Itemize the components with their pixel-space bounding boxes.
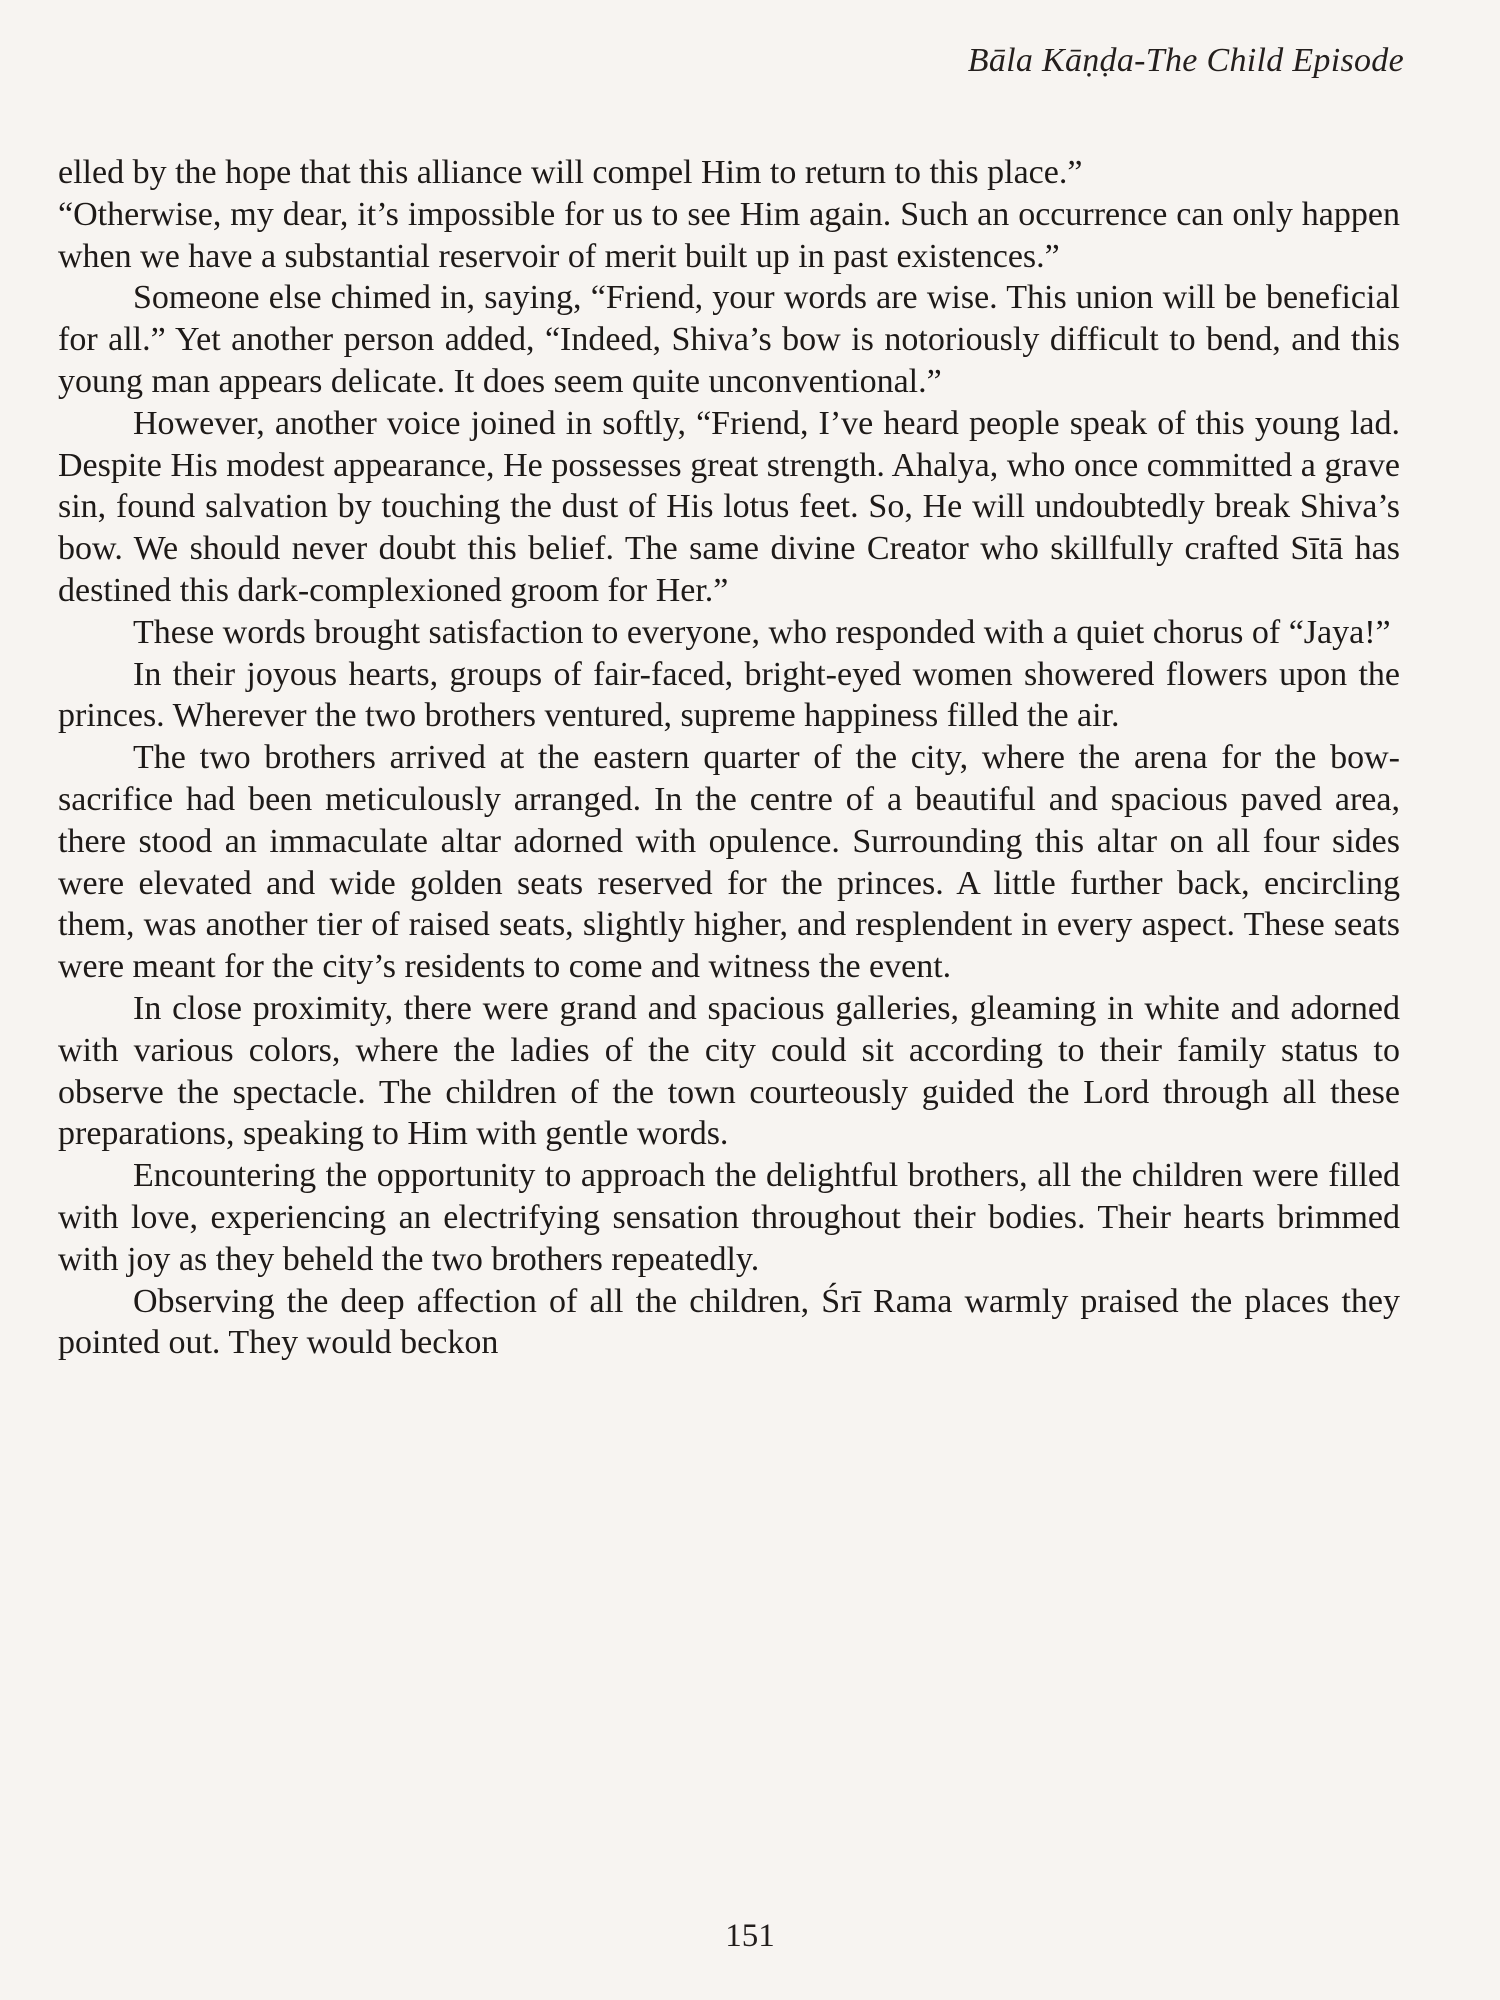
paragraph: Encountering the opportunity to approach the delightful brothers, all the children were filled with love, experiencing an electrifying sensation throughout their bodies. Their hearts brimmed with joy as they beheld the two brothers repeatedly.: [58, 1157, 1400, 1278]
paragraph: However, another voice joined in softly, “Friend, I’ve heard people speak of this young lad. Despite His modest appearance, He possesses great strength. Ahalya, who once committed a grave sin, found salvation by touching the dust of His lotus feet. So, He will undoubtedly break Shiva’s bow. We should never doubt this belief. The same divine Creator who skillfully crafted Sītā has destined this dark-complexioned groom for Her.”: [58, 404, 1400, 609]
paragraph: “Otherwise, my dear, it’s impossible for us to see Him again. Such an occurrence can only happen when we have a substantial reservoir of merit built up in past existences.”: [58, 195, 1400, 275]
paragraph: Someone else chimed in, saying, “Friend, your words are wise. This union will be beneficial for all.” Yet another person added, “Indeed, Shiva’s bow is notoriously difficult to bend, and this young man appears delicate. It does seem quite unconventional.”: [58, 279, 1400, 400]
page-number: 151: [725, 1918, 775, 1954]
paragraph: In their joyous hearts, groups of fair-faced, bright-eyed women showered flowers upon the princes. Wherever the two brothers ventured, supreme happiness filled the air.: [58, 655, 1400, 735]
paragraph: In close proximity, there were grand and spacious galleries, gleaming in white and adorned with various colors, where the ladies of the city could sit according to their family status to observe the spectacle. The children of the town courteously guided the Lord through all these preparations, speaking to Him with gentle words.: [58, 989, 1400, 1153]
paragraph-continued: elled by the hope that this alliance will compel Him to return to this place.”: [58, 154, 1083, 191]
paragraph: The two brothers arrived at the eastern quarter of the city, where the arena for the bow-sacrifice had been meticulously arranged. In the centre of a beautiful and spacious paved area, there stood an immaculate altar adorned with opulence. Surrounding this altar on all four sides were elevated and wide golden seats reserved for the princes. A little further back, encircling them, was another tier of raised seats, slightly higher, and resplendent in every aspect. These seats were meant for the city’s residents to come and witness the event.: [58, 739, 1400, 986]
running-head: Bāla Kāṇḍa-The Child Episode: [967, 42, 1404, 79]
paragraph: Observing the deep affection of all the children, Śrī Rama warmly praised the places they pointed out. They would beckon: [58, 1282, 1400, 1362]
body-text: [58, 152, 1400, 1364]
paragraph: These words brought satisfaction to everyone, who responded with a quiet chorus of “Jaya!”: [133, 613, 1391, 651]
